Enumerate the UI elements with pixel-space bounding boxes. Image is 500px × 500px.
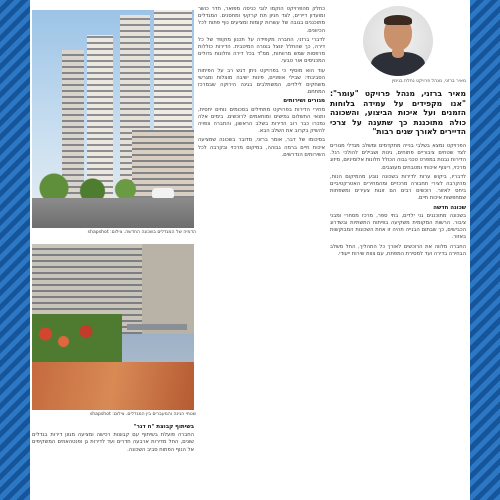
paved-path [32, 362, 194, 410]
decorative-border-right [470, 0, 500, 500]
photo-caption: שטחי הגינה והמעברים בין המגדלים. צילום: shapshot [89, 412, 196, 417]
building-accent-panel [142, 244, 194, 334]
article-subheading: מגורים ושירותים [283, 98, 325, 105]
article-paragraph: מחירי הדירות בפרויקט מתחילים בסכומים נוחים יחסית, ותנאי התשלום גמישים ומותאמים לרוכשים. בימים אלה נמכרו כבר רוב הדירות בשלב הראשון, והחברה צפויה להשיק בקרוב את השלב הבא. [198, 106, 325, 135]
article-paragraph: החברה מלווה את הרוכשים לאורך כל התהליך, החל משלב הבחירה בדירה ועד למסירת המפתח, עם צוות שירות ייעודי. [330, 243, 466, 257]
article-paragraph: בסיכומו של דבר, אומר ברזני, מדובר בשכונה שמציעה איכות חיים ברמה גבוהה, במיקום מרכזי ובקרבה לכל השירותים הנדרשים. [198, 137, 325, 158]
article-paragraph: החברה פועלת בשיתוף עם קבוצות רכישה ומציעה מגוון דירות בגדלים שונים, החל מדירות ארבעה חדרים ועד לדירות גן ופנטהאוזים המשקיפים אל הנוף הפתוח סביב השכונה. [32, 432, 194, 453]
article-subheading: בשיתוף קבוצת "ח דגר" [133, 424, 194, 430]
garden-photo [32, 244, 194, 410]
pergola [127, 324, 187, 330]
flower-bed [32, 314, 122, 364]
newspaper-page [30, 0, 470, 500]
article-paragraph: כחלק מהפרויקט הוקמו לובי כניסה מפואר, חדר כושר ומועדון דיירים, לצד חניון תת קרקעי ומחסנים. המגדלים מתוכננים בגובה של עשרות קומות ומציעים נוף פתוח לכל הכיוונים. [198, 6, 325, 34]
car [152, 188, 174, 198]
portrait-neck [392, 50, 404, 58]
portrait-hair [384, 15, 412, 25]
article-paragraph: בשכונה מתוכננים גני ילדים, בתי ספר, מרכז מסחרי ומבני ציבור. הרשות המקומית משקיעה בפיתוח התשתיות ובשדרוג הכבישים, כך שבתום הבנייה תהיה זו אחת השכונות המבוקשות באזור. [330, 212, 466, 241]
pull-quote: מאיר ברזני, מנהל פרויקט "עומר": "אנו מקפידים על עמידה בלוחות הזמנים ועל איכות הביצוע, והשכונה כולה מתוכננת כך שתענה על צרכי הדיירים לאורך שנים רבות" [330, 89, 466, 137]
middle-article-column [198, 6, 325, 500]
article-paragraph: הפרויקט נמצא בשלבי בנייה מתקדמים ומשלב מגדלי מגורים לצד שטחים ציבוריים פתוחים, גינות ושבילים להולכי רגל. הדירות נבנות במפרט טכני גבוה הכולל חלונות אלומיניום, מיזוג מרכזי, ריצוף איכותי ומטבחים מעוצבים. [330, 142, 466, 171]
portrait-caption: מאיר ברזני, מנהל פרויקט נחלת בנימין [391, 79, 466, 84]
towers-photo [32, 10, 194, 228]
portrait-photo [363, 6, 433, 76]
article-paragraph: עוד הוא מוסיף כי בפרויקט ניתן דגש רב על הפיתוח הסביבתי: שבילי אופניים, פינות ישיבה מוצלות ומגרשי משחקים לילדים, המשתלבים בגינה הירוקה שבמרכז המתחם. [198, 67, 325, 96]
tree-row [32, 170, 142, 200]
article-subheading: שכונה חדשה [433, 204, 466, 211]
right-article-column [330, 6, 466, 500]
photo-caption: הדמיה של המגדלים בשכונה החדשה. צילום: shapshot [87, 230, 196, 235]
decorative-border-left [0, 0, 30, 500]
article-paragraph: לדברי ברזני, החברה מקפידה על תכנון מוקפד של כל דירה, כך שהחלל ינוצל בצורה המיטבית. הדירות כוללות מרפסות שמש מרווחות, ממ"ד בכל דירה וחלונות גדולים המכניסים אור טבעי. [198, 36, 325, 65]
article-paragraph: לדבריו, ביקוש ערות לדירות בשכונה נובע מהמיקום הנוח, מהקרבה לצירי תחבורה מרכזיים ומהמחירים האטרקטיביים ביחס לאזור. רוכשים רבים הם זוגות צעירים ומשפחות שמחפשות איכות חיים. [330, 173, 466, 202]
road [32, 198, 194, 228]
bottom-left-article [32, 422, 194, 498]
